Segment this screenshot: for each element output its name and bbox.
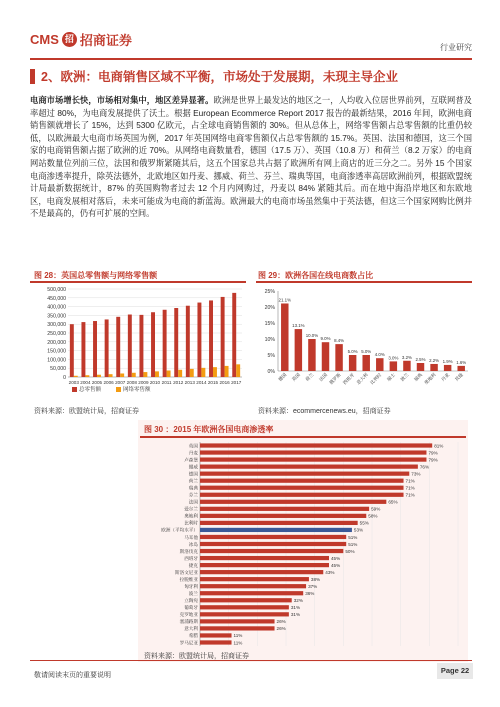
y-tick-label: 意大利	[184, 626, 198, 632]
x-tick-label: 2016	[219, 380, 230, 385]
bar	[200, 521, 358, 525]
x-tick-label: 波兰	[399, 372, 410, 383]
logo-cms-text: CMS	[30, 32, 59, 47]
y-tick-label: 5%	[267, 353, 275, 359]
data-label: 3.2%	[401, 354, 412, 360]
x-tick-label: 意大利	[355, 372, 369, 386]
data-label: 37%	[308, 584, 318, 590]
x-tick-label: 英国	[291, 372, 302, 383]
bar-total	[197, 303, 201, 377]
bar	[200, 500, 386, 504]
bar	[200, 486, 404, 490]
bar	[200, 570, 323, 574]
y-tick-label: 马耳他	[184, 534, 198, 540]
x-tick-label: 2012	[173, 380, 184, 385]
bar	[200, 507, 369, 511]
footer-disclaimer: 敬请阅读末页的重要说明	[34, 672, 111, 679]
y-tick-label: 拉脱维亚	[179, 576, 198, 582]
y-tick-label: 瑞典	[188, 485, 198, 491]
y-tick-label: 25%	[264, 289, 275, 295]
bar-total	[105, 319, 109, 377]
bar	[200, 577, 309, 581]
bar	[200, 528, 352, 532]
bar-total	[232, 293, 236, 377]
bar	[200, 612, 289, 616]
page-number: Page 22	[437, 663, 473, 679]
header-divider	[30, 58, 472, 60]
bar-total	[70, 324, 74, 377]
data-label: 65%	[388, 499, 398, 505]
y-tick-label: 400,000	[47, 304, 66, 311]
bar	[200, 605, 289, 609]
data-label: 4.0%	[374, 352, 385, 358]
section-tag: 行业研究	[440, 43, 472, 52]
x-tick-label: 奥地利	[423, 372, 437, 386]
data-label: 76%	[419, 464, 430, 470]
data-label: 5.0%	[347, 349, 358, 354]
y-tick-label: 500,000	[47, 287, 66, 293]
bar	[200, 584, 306, 588]
y-tick-label: 奥地利	[184, 513, 198, 519]
fig30-source: 资料来源：欧盟统计局，招商证券	[144, 653, 249, 660]
bar-total	[174, 308, 178, 377]
bar	[322, 342, 329, 371]
legend-label: 网络零售额	[123, 387, 151, 393]
fig29-label: 图 29：	[258, 271, 286, 280]
data-label: 79%	[428, 457, 438, 463]
y-tick-label: 西班牙	[184, 555, 198, 561]
y-tick-label: 250,000	[47, 331, 66, 337]
data-label: 45%	[331, 562, 341, 568]
bar	[200, 549, 343, 553]
x-tick-label: 2010	[149, 380, 161, 385]
y-tick-label: 芬兰	[188, 492, 198, 498]
data-label: 32%	[293, 598, 303, 604]
x-tick-label: 瑞士	[386, 372, 397, 383]
bar-total	[163, 310, 167, 377]
fig29-source: 资料来源：ecommercenews.eu，招商证券	[258, 408, 391, 415]
data-label: 1.9%	[442, 358, 453, 364]
bar	[457, 366, 464, 371]
y-tick-label: 爱尔兰	[184, 506, 198, 512]
y-tick-label: 英国	[188, 443, 198, 449]
data-label: 51%	[348, 541, 358, 547]
title-accent-bar	[30, 69, 35, 84]
y-tick-label: 0%	[267, 369, 275, 375]
body-paragraph	[30, 94, 472, 220]
data-label: 58%	[368, 513, 378, 519]
data-label: 31%	[290, 605, 301, 611]
x-tick-label: 其他	[453, 372, 464, 383]
x-tick-label: 丹麦	[440, 372, 451, 383]
bar-total	[116, 317, 120, 377]
fig30-chart	[140, 440, 466, 650]
data-label: 81%	[434, 443, 444, 449]
y-tick-label: 德国	[188, 471, 198, 477]
footer-divider	[30, 660, 472, 661]
bar	[200, 591, 303, 595]
y-tick-label: 挪威	[188, 464, 198, 470]
fig30-divider	[140, 436, 466, 438]
bar-online	[132, 373, 136, 377]
x-tick-label: 2004	[80, 380, 91, 385]
y-tick-label: 法国	[188, 499, 198, 505]
bar-total	[151, 312, 155, 377]
x-tick-label: 2017	[231, 380, 242, 385]
data-label: 79%	[428, 450, 438, 456]
y-tick-label: 希腊	[188, 633, 198, 639]
x-tick-label: 2003	[68, 380, 79, 385]
y-tick-label: 葡萄牙	[184, 605, 198, 611]
y-tick-label: 300,000	[47, 322, 66, 329]
y-tick-label: 0	[63, 375, 66, 381]
bar	[349, 355, 356, 371]
data-label: 11%	[233, 633, 243, 639]
y-tick-label: 荷兰	[188, 478, 198, 484]
paragraph-lead: 电商市场增长快，市场相对集中，地区差异显著。	[30, 95, 214, 105]
x-tick-label: 2011	[161, 380, 172, 385]
bar	[200, 619, 275, 623]
logo-brand-text: 招商证券	[79, 33, 132, 48]
bar	[200, 472, 409, 476]
data-label: 71%	[405, 485, 415, 491]
x-tick-label: 2013	[184, 380, 195, 385]
bar	[200, 633, 232, 637]
bar	[200, 626, 275, 630]
bar-online	[120, 373, 124, 377]
bar-online	[236, 364, 240, 377]
bar-online	[155, 371, 159, 377]
bar	[200, 443, 432, 447]
y-tick-label: 100,000	[47, 357, 66, 364]
x-tick-label: 2007	[115, 380, 126, 385]
bar-online	[85, 375, 89, 377]
y-tick-label: 50,000	[50, 366, 66, 373]
y-tick-label: 350,000	[47, 313, 66, 320]
bar	[200, 457, 426, 461]
x-tick-label: 2014	[196, 380, 207, 385]
bar-online	[225, 366, 229, 377]
y-tick-label: 克罗地亚	[179, 612, 198, 618]
legend-label: 总零售额	[79, 387, 102, 393]
data-label: 26%	[276, 619, 286, 625]
fig28-title	[34, 270, 157, 281]
bar-online	[190, 369, 194, 377]
fig28-title-text: 英国总零售额与网络零售额	[61, 271, 158, 280]
fig29-title-text: 欧洲各国在线电商数占比	[285, 271, 374, 280]
bar	[444, 365, 451, 371]
data-label: 9.0%	[320, 336, 331, 342]
y-tick-label: 欧洲（平均水平）	[161, 527, 198, 533]
bar	[200, 450, 426, 454]
data-label: 21.1%	[278, 297, 292, 303]
data-label: 26%	[276, 626, 286, 632]
y-tick-label: 150,000	[47, 348, 66, 355]
bar	[200, 563, 329, 567]
fig29-title	[258, 270, 373, 281]
x-tick-label: 2015	[207, 380, 219, 385]
data-label: 53%	[353, 527, 364, 533]
y-tick-label: 立陶宛	[184, 598, 198, 604]
y-tick-label: 塞浦路斯	[179, 619, 198, 625]
bar-total	[209, 300, 213, 377]
y-tick-label: 冰岛	[188, 541, 198, 547]
data-label: 2.5%	[415, 357, 426, 362]
data-label: 8.4%	[334, 338, 345, 344]
bar	[295, 329, 302, 371]
fig28-label: 图 28：	[34, 271, 62, 280]
bar-online	[178, 370, 182, 377]
x-tick-label: 2009	[138, 380, 149, 385]
bar	[417, 363, 424, 371]
bar	[281, 303, 288, 371]
fig28-chart	[30, 283, 246, 401]
bar	[200, 640, 232, 644]
x-tick-label: 法国	[318, 372, 329, 383]
bar	[430, 364, 437, 371]
data-label: 11%	[233, 640, 243, 646]
data-label: 51%	[348, 534, 358, 540]
bar-total	[128, 315, 132, 377]
fig29-chart	[256, 283, 472, 401]
section-title-row	[30, 66, 472, 86]
y-tick-label: 15%	[264, 321, 275, 327]
data-label: 43%	[325, 569, 335, 575]
bar	[376, 358, 383, 371]
bar-total	[139, 315, 143, 377]
y-tick-label: 罗马尼亚	[179, 640, 198, 646]
bar	[200, 465, 418, 469]
data-label: 3.0%	[388, 355, 399, 361]
data-label: 31%	[290, 612, 301, 618]
y-tick-label: 450,000	[47, 295, 66, 302]
data-label: 71%	[405, 478, 415, 484]
bar	[308, 339, 315, 371]
bar	[200, 514, 366, 518]
x-tick-label: 瑞典	[413, 372, 424, 383]
company-logo	[30, 30, 132, 49]
bar-online	[167, 370, 171, 377]
y-tick-label: 匈牙利	[184, 584, 198, 590]
fig30-label: 图 30 ：	[144, 425, 174, 434]
bar-online	[74, 376, 78, 377]
y-tick-label: 斯洛伐克	[179, 548, 198, 554]
paragraph-body: 欧洲是世界上最发达的地区之一，人均收入位居世界前列，互联网普及率超过 80%，为电商发展提供了沃土。根据 European Ecommerce Report 2017 报告的最新结果，2016 年间，欧洲电商销售额就增长了 15%，达到 5300 亿欧元，占全球电商销售额的 30%。但从总体上，网络零售额占总零售额的比重仍较低，以欧洲最大电商市场英国为例，2017 年英国网络电商零售额仅占总零售额的 15.7%。英国、法国和德国，这三个国家的电商销售额占据了欧洲的近 70%。从网络电商数量看，德国（17.5 万）、英国（10.8 万）和荷兰（8.2 万家）的电商网站数量位列前三位，法国和俄罗斯紧随其后，这五个国家总共占据了欧洲所有网上商店的近三分之二。另外 15 个国家电商渗透率提升，除英法德外，北欧地区如丹麦、挪威、荷兰、芬兰、瑞典等国，电商渗透率高居欧洲前列，根据欧盟统计局最新数据统计，87% 的英国购物者过去 12 个月内网购过，丹麦以 84% 紧随其后。而在地中海沿岸地区和东欧地区，电商发展相对落后，未来可能成为电商的新蓝海。欧洲最大的电商市场虽然集中于英法德，但这三个国家网购比例并不是最高的，仍有可扩展的空间。	[30, 95, 472, 219]
x-tick-label: 俄罗斯	[328, 372, 342, 386]
data-label: 10.0%	[305, 333, 319, 338]
bar	[403, 361, 410, 371]
legend-swatch	[116, 387, 121, 392]
bar	[200, 535, 346, 539]
bar-online	[97, 375, 101, 377]
bar	[200, 556, 329, 560]
y-tick-label: 200,000	[47, 339, 66, 346]
x-tick-label: 2006	[103, 380, 114, 385]
x-tick-label: 2008	[126, 380, 137, 385]
x-tick-label: 荷兰	[304, 372, 315, 383]
y-tick-label: 捷克	[188, 562, 198, 568]
data-label: 59%	[371, 506, 381, 512]
data-label: 55%	[359, 520, 369, 526]
bar-total	[81, 322, 85, 377]
bar-online	[143, 372, 147, 377]
data-label: 50%	[345, 548, 355, 554]
bar-total	[93, 321, 97, 377]
data-label: 5.0%	[361, 349, 372, 354]
data-label: 45%	[331, 555, 341, 561]
data-label: 13.1%	[292, 323, 305, 329]
x-tick-label: 西班牙	[342, 372, 356, 386]
y-tick-label: 比利时	[184, 520, 198, 526]
data-label: 71%	[405, 492, 415, 498]
data-label: 1.6%	[456, 359, 467, 365]
bar-total	[221, 297, 225, 377]
x-tick-label: 德国	[277, 372, 288, 383]
page-header	[30, 22, 472, 58]
fig30-title	[144, 424, 273, 435]
fig28-source: 资料来源：欧盟统计局，招商证券	[34, 408, 139, 415]
fig30-title-text: 2015 年欧洲各国电商渗透率	[173, 425, 274, 434]
bar	[200, 479, 404, 483]
data-label: 36%	[305, 591, 315, 597]
section-title: 2、欧洲：电商销售区域不平衡，市场处于发展期，未现主导企业	[41, 70, 398, 84]
y-tick-label: 斯洛文尼亚	[175, 569, 198, 575]
bar-total	[186, 306, 190, 377]
logo-seal-icon: 招	[62, 32, 77, 47]
bar-online	[109, 374, 113, 377]
bar-online	[213, 367, 217, 377]
y-tick-label: 丹麦	[188, 450, 198, 456]
bar	[200, 542, 346, 546]
x-tick-label: 比利时	[369, 372, 383, 386]
legend-swatch	[72, 387, 77, 392]
bar	[390, 361, 397, 371]
y-tick-label: 卢森堡	[184, 457, 198, 463]
bar	[200, 598, 292, 602]
bar	[362, 355, 369, 371]
y-tick-label: 20%	[264, 305, 275, 311]
x-tick-label: 2005	[91, 380, 103, 385]
bar	[200, 493, 404, 497]
data-label: 2.2%	[429, 357, 440, 363]
data-label: 73%	[411, 471, 421, 477]
data-label: 38%	[310, 576, 321, 582]
bar-online	[201, 368, 205, 377]
y-tick-label: 10%	[264, 337, 275, 343]
y-tick-label: 波兰	[188, 591, 198, 597]
bar	[335, 344, 342, 371]
